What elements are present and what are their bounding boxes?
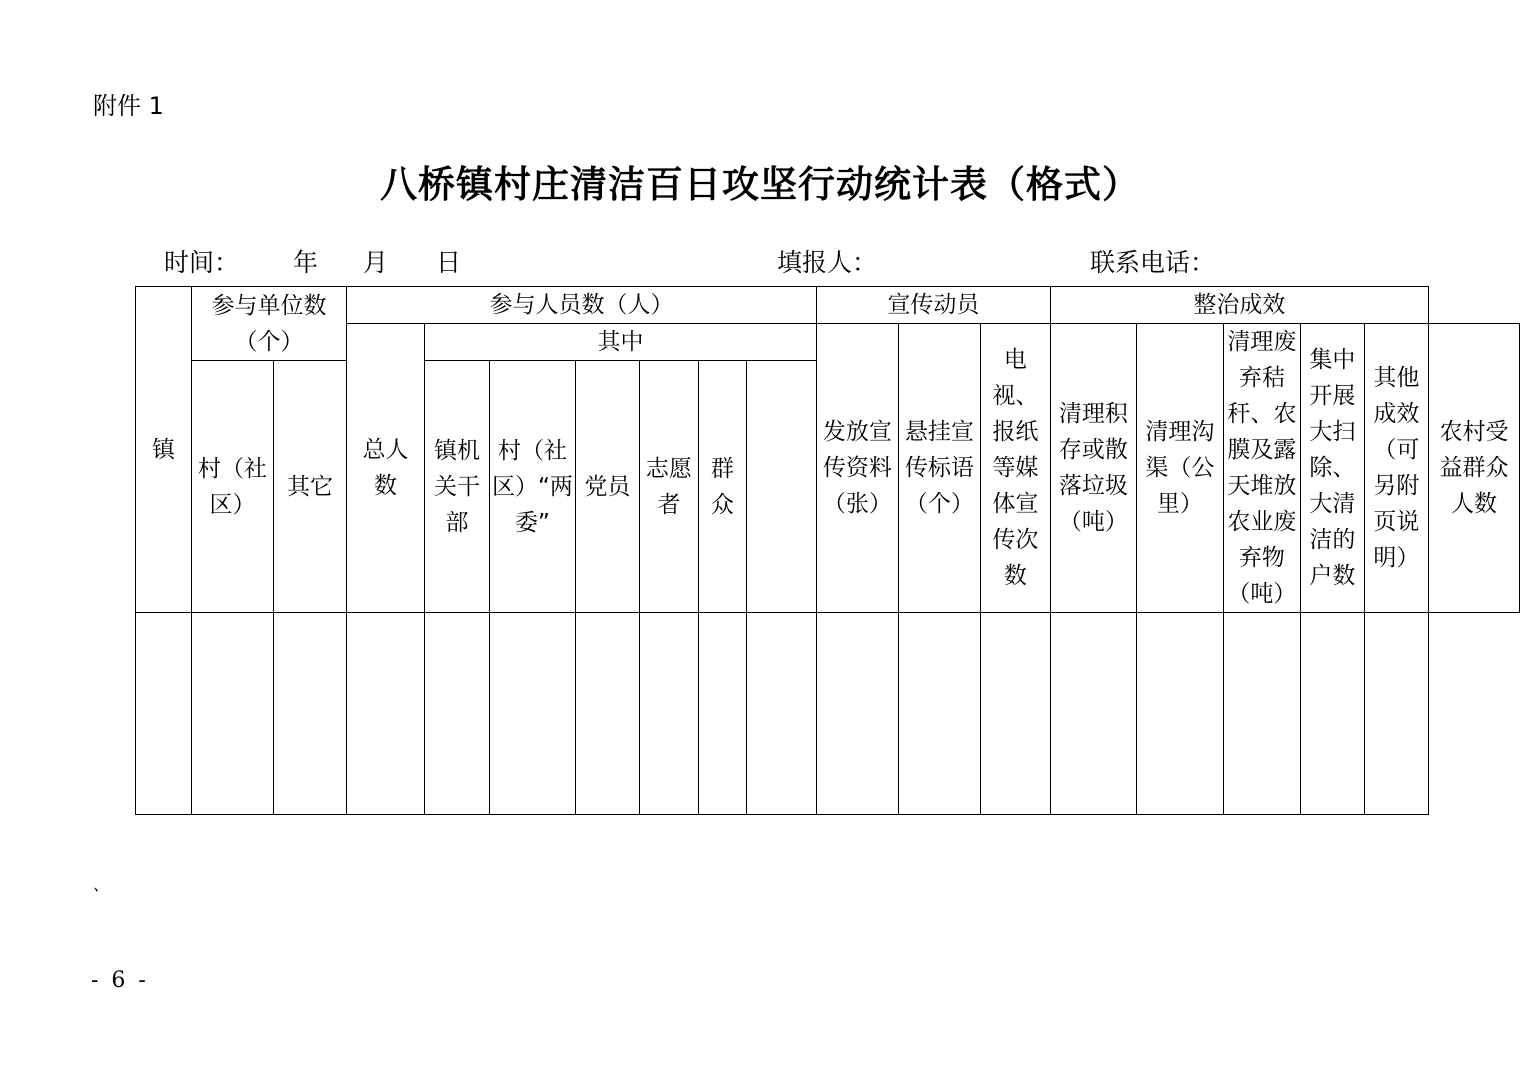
col-total-people: 总人数 <box>347 324 425 613</box>
col-town-cadres: 镇机关干部 <box>425 361 490 613</box>
col-ditches: 清理沟渠（公里） <box>1136 324 1223 613</box>
col-village-committee: 村（社区）“两委” <box>490 361 576 613</box>
data-cell[interactable] <box>1300 613 1364 815</box>
data-cell[interactable] <box>639 613 698 815</box>
stray-mark: 、 <box>93 875 110 894</box>
col-other: 其它 <box>274 361 347 613</box>
data-cell[interactable] <box>1364 613 1428 815</box>
document-title: 八桥镇村庄清洁百日攻坚行动统计表（格式） <box>380 162 1140 206</box>
col-other-results: 其他成效（可另附页说明） <box>1364 324 1428 613</box>
results-group-header: 整治成效 <box>1050 287 1428 324</box>
col-materials: 发放宣传资料（张） <box>816 324 898 613</box>
data-cell[interactable] <box>347 613 425 815</box>
phone-label: 联系电话： <box>1090 248 1216 277</box>
col-households: 集中开展大扫除、大清洁的户数 <box>1300 324 1364 613</box>
data-cell[interactable] <box>575 613 639 815</box>
col-media: 电视、报纸等媒体宣传次数 <box>980 324 1050 613</box>
col-public: 群众 <box>698 361 746 613</box>
data-cell[interactable] <box>192 613 274 815</box>
attachment-label: 附件 1 <box>93 92 164 120</box>
table-row <box>136 613 1520 815</box>
col-party-members: 党员 <box>575 361 639 613</box>
publicity-group-header: 宣传动员 <box>816 287 1050 324</box>
day-label: 日 <box>436 248 462 277</box>
data-cell[interactable] <box>816 613 898 815</box>
col-garbage: 清理积存或散落垃圾（吨） <box>1050 324 1136 613</box>
data-cell[interactable] <box>425 613 490 815</box>
page-number: - 6 - <box>91 968 149 993</box>
data-cell[interactable] <box>898 613 980 815</box>
col-village: 村（社区） <box>192 361 274 613</box>
units-group-header: 参与单位数（个） <box>192 287 347 361</box>
data-cell[interactable] <box>490 613 576 815</box>
data-cell[interactable] <box>136 613 192 815</box>
time-label: 时间： <box>164 248 240 277</box>
col-agri-waste: 清理废弃秸秆、农膜及露天堆放农业废弃物（吨） <box>1223 324 1300 613</box>
statistics-table <box>135 286 1520 815</box>
reporter-label: 填报人： <box>777 248 878 277</box>
col-slogans: 悬挂宣传标语（个） <box>898 324 980 613</box>
people-group-header: 参与人员数（人） <box>347 287 817 324</box>
data-cell[interactable] <box>1136 613 1223 815</box>
data-cell[interactable] <box>698 613 746 815</box>
data-cell[interactable] <box>746 613 816 815</box>
col-beneficiaries: 农村受益群众人数 <box>1428 324 1519 613</box>
data-cell[interactable] <box>980 613 1050 815</box>
month-label: 月 <box>363 248 389 277</box>
col-volunteers: 志愿者 <box>639 361 698 613</box>
year-label: 年 <box>293 248 319 277</box>
data-cell[interactable] <box>1050 613 1136 815</box>
town-header: 镇 <box>136 287 192 613</box>
data-cell[interactable] <box>1223 613 1300 815</box>
data-cell[interactable] <box>274 613 347 815</box>
among-header: 其中 <box>425 324 817 361</box>
